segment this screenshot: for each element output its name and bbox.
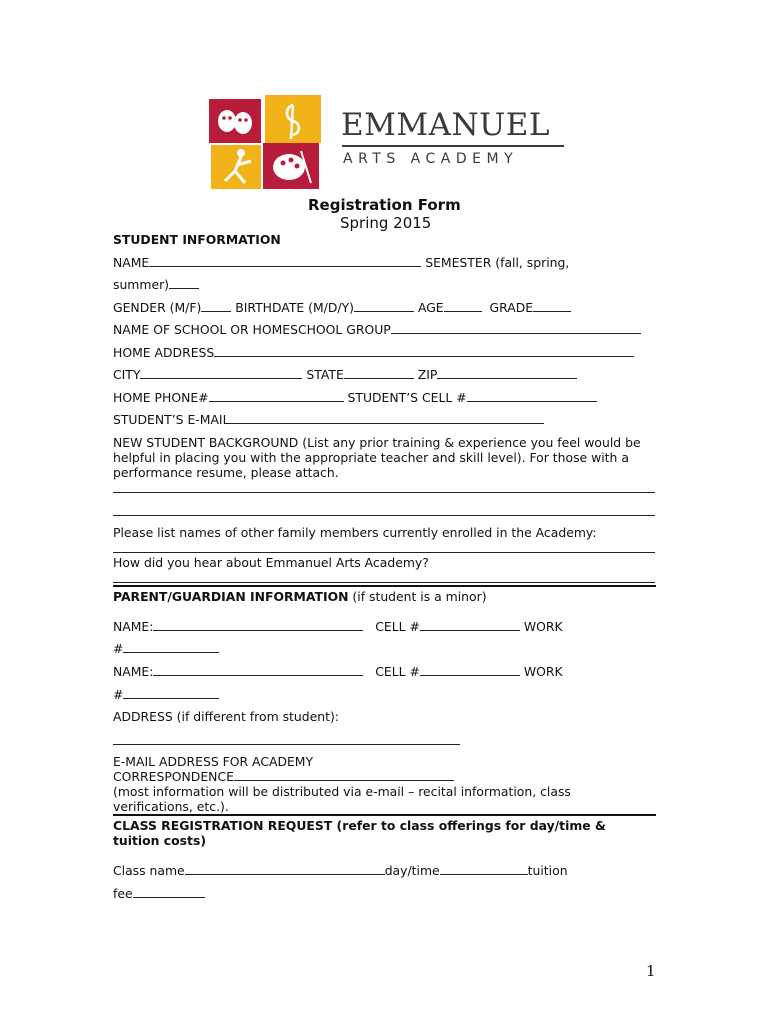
parent2-name-field[interactable]: [153, 664, 363, 676]
background-line-2: helpful in placing you with the appropriate teacher and skill level). For those with a: [113, 450, 629, 465]
logo-divider: [342, 145, 564, 147]
parent1-name-field[interactable]: [153, 619, 363, 631]
age-label: AGE: [417, 300, 444, 315]
background-answer-line-1[interactable]: [113, 492, 655, 493]
zip-field[interactable]: [437, 367, 577, 379]
birthdate-field[interactable]: [354, 300, 414, 312]
background-line-1: NEW STUDENT BACKGROUND (List any prior training & experience you feel would be: [113, 435, 641, 450]
grade-field[interactable]: [533, 300, 571, 312]
home-address-field[interactable]: [214, 345, 634, 357]
address-row: [113, 345, 634, 360]
phone-row: [113, 390, 597, 405]
parent-email-row: [113, 769, 454, 784]
parent1-work-label: WORK: [523, 619, 563, 634]
age-field[interactable]: [444, 300, 482, 312]
school-label: NAME OF SCHOOL OR HOMESCHOOL GROUP: [113, 322, 391, 337]
grade-label: GRADE: [489, 300, 534, 315]
home-address-label: HOME ADDRESS: [113, 345, 215, 360]
parent2-cell-field[interactable]: [420, 664, 520, 676]
state-label: STATE: [306, 367, 344, 382]
parent1-cell-label: CELL #: [375, 619, 420, 634]
parent1-work-hash: #: [113, 641, 124, 656]
parent2-row: [113, 664, 563, 679]
student-heading: STUDENT INFORMATION: [113, 232, 281, 247]
parent-email-label-1: E-MAIL ADDRESS FOR ACADEMY: [113, 754, 314, 769]
daytime-label: day/time: [384, 863, 440, 878]
parent1-work-field[interactable]: [123, 641, 219, 653]
parent2-work-row: [113, 687, 219, 702]
school-row: [113, 322, 641, 337]
student-cell-label: STUDENT’S CELL #: [347, 390, 467, 405]
parent-email-field[interactable]: [234, 769, 454, 781]
state-field[interactable]: [344, 367, 414, 379]
parent-address-line[interactable]: [113, 744, 460, 745]
parent2-work-label: WORK: [523, 664, 563, 679]
form-subtitle: Spring 2015: [340, 214, 432, 232]
class-heading-1: CLASS REGISTRATION REQUEST (refer to class offerings for day/time &: [113, 818, 606, 833]
daytime-field[interactable]: [440, 863, 528, 875]
student-name-row: [113, 255, 569, 270]
form-title: Registration Form: [308, 196, 461, 214]
page-number: 1: [646, 962, 656, 980]
family-members-label: Please list names of other family members currently enrolled in the Academy:: [113, 525, 597, 540]
parent2-cell-label: CELL #: [375, 664, 420, 679]
gender-row: [113, 300, 571, 315]
logo-emblem: [205, 93, 325, 193]
parent-email-label-2: CORRESPONDENCE: [113, 769, 234, 784]
section-divider-2: [113, 814, 656, 816]
city-label: CITY: [113, 367, 141, 382]
semester-field[interactable]: [169, 277, 199, 289]
semester-label-cont: summer): [113, 277, 169, 292]
city-field[interactable]: [140, 367, 302, 379]
class-heading-2: tuition costs): [113, 833, 207, 848]
parent2-work-field[interactable]: [123, 687, 219, 699]
class-name-field[interactable]: [185, 863, 385, 875]
parent1-row: [113, 619, 563, 634]
email-note-2: verifications, etc.).: [113, 799, 229, 814]
semester-row: [113, 277, 199, 292]
birthdate-label: BIRTHDATE (M/D/Y): [235, 300, 354, 315]
fee-row: [113, 886, 205, 901]
hear-about-label: How did you hear about Emmanuel Arts Academy?: [113, 555, 429, 570]
class-row: [113, 863, 568, 878]
city-row: [113, 367, 577, 382]
email-note-1: (most information will be distributed via e-mail – recital information, class: [113, 784, 571, 799]
student-email-field[interactable]: [229, 412, 544, 424]
student-name-field[interactable]: [149, 255, 421, 267]
fee-label: fee: [113, 886, 133, 901]
school-field[interactable]: [391, 322, 641, 334]
student-cell-field[interactable]: [467, 390, 597, 402]
parent2-name-label: NAME:: [113, 664, 154, 679]
fee-field[interactable]: [133, 886, 205, 898]
parent-heading-note: (if student is a minor): [348, 589, 487, 604]
student-name-label: NAME: [113, 255, 150, 270]
gender-label: GENDER (M/F): [113, 300, 202, 315]
semester-label: SEMESTER (fall, spring,: [425, 255, 570, 270]
zip-label: ZIP: [417, 367, 438, 382]
logo-tagline: ARTS ACADEMY: [343, 151, 519, 167]
section-divider-1: [113, 585, 656, 587]
home-phone-field[interactable]: [209, 390, 344, 402]
home-phone-label: HOME PHONE#: [113, 390, 209, 405]
parent2-work-hash: #: [113, 687, 124, 702]
parent-address-label: ADDRESS (if different from student):: [113, 709, 339, 724]
family-members-line[interactable]: [113, 552, 655, 553]
hear-about-line[interactable]: [113, 582, 655, 583]
tuition-label: tuition: [527, 863, 568, 878]
student-email-label: STUDENT’S E-MAIL: [113, 412, 230, 427]
background-line-3: performance resume, please attach.: [113, 465, 339, 480]
academy-logo: [205, 93, 565, 193]
background-answer-line-2[interactable]: [113, 515, 655, 516]
parent1-name-label: NAME:: [113, 619, 154, 634]
parent1-work-row: [113, 641, 219, 656]
parent-heading-text: PARENT/GUARDIAN INFORMATION: [113, 589, 349, 604]
class-name-label: Class name: [113, 863, 185, 878]
gender-field[interactable]: [201, 300, 231, 312]
logo-name: EMMANUEL: [341, 107, 550, 143]
parent-heading: [113, 589, 487, 604]
parent1-cell-field[interactable]: [420, 619, 520, 631]
email-row: [113, 412, 544, 427]
